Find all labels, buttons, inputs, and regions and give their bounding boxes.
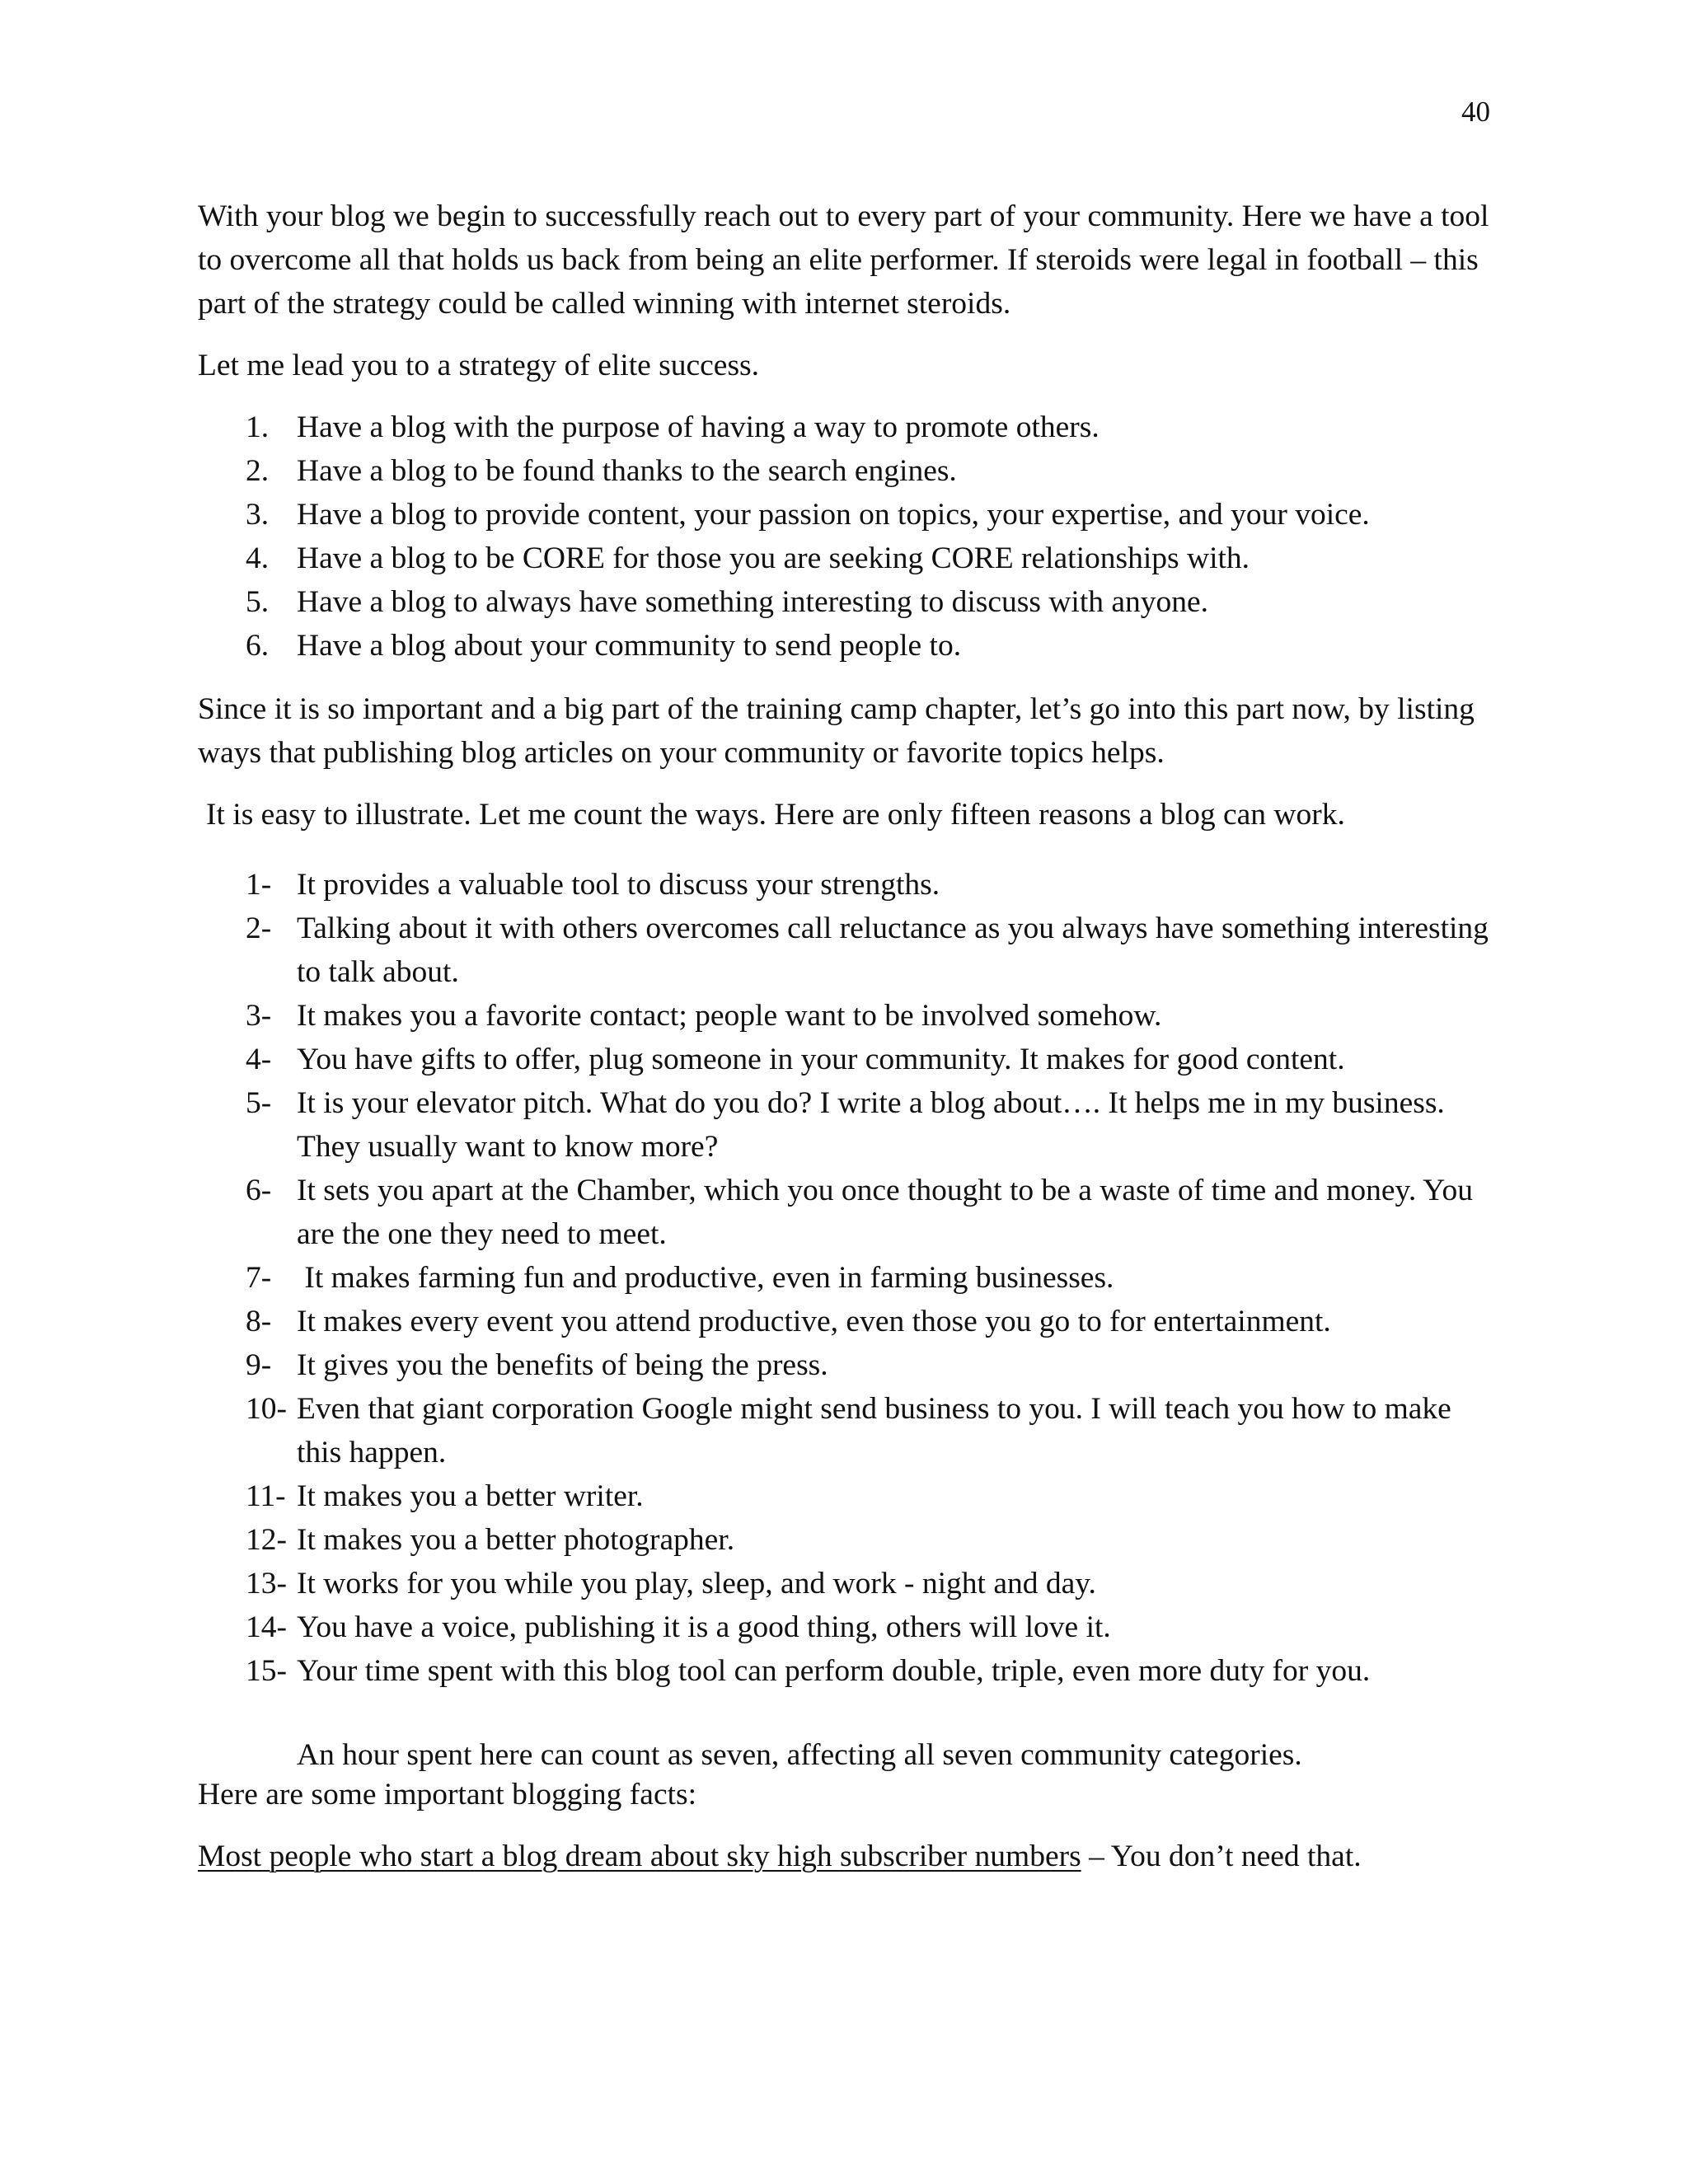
list-item: [198, 1474, 1500, 1518]
list-marker: 7-: [246, 1261, 272, 1295]
list-marker: 3-: [246, 999, 272, 1033]
list-marker: 13-: [246, 1567, 287, 1601]
list-item: [198, 624, 1500, 668]
list-item: [198, 405, 1500, 449]
list-item-text: It is your elevator pitch. What do you do? I write a blog about…. It helps me in my business. They usually want to know more?: [297, 1086, 1445, 1164]
list-marker: 10-: [246, 1392, 287, 1426]
list-marker: 5.: [246, 585, 270, 619]
list-item: [198, 907, 1500, 994]
easy-line: It is easy to illustrate. Let me count the ways. Here are only fifteen reasons a blog can work.: [206, 798, 1345, 832]
list-item: [198, 493, 1500, 537]
list-item: [198, 1081, 1500, 1169]
lead-line: Let me lead you to a strategy of elite success.: [198, 349, 760, 382]
list-item-text: Have a blog with the purpose of having a way to promote others.: [297, 410, 1100, 444]
since-paragraph: Since it is so important and a big part of the training camp chapter, let’s go into this part now, by listing ways that publishing blog articles on your community or favorite topics helps.: [198, 692, 1475, 770]
list-item-text: Talking about it with others overcomes call reluctance as you always have something interesting to talk about.: [297, 912, 1489, 989]
list-item: [198, 537, 1500, 580]
list-marker: 3.: [246, 498, 270, 532]
list-item-text: It makes farming fun and productive, even in farming businesses.: [297, 1261, 1114, 1295]
list-item: [198, 1300, 1500, 1343]
list-item-text: It makes you a better writer.: [297, 1479, 644, 1513]
closing-underlined-text: Most people who start a blog dream about sky high subscriber numbers: [198, 1840, 1081, 1873]
list-marker: 1.: [246, 410, 270, 444]
list-item-text: It makes every event you attend productive, even those you go to for entertainment.: [297, 1305, 1331, 1338]
list-marker: 6.: [246, 629, 270, 663]
list-marker: 9-: [246, 1348, 272, 1382]
list-marker: 12-: [246, 1523, 287, 1557]
list-item: [198, 580, 1500, 624]
list-item-text: You have a voice, publishing it is a good thing, others will love it.: [297, 1610, 1111, 1644]
list-item-text: It works for you while you play, sleep, and work - night and day.: [297, 1567, 1096, 1601]
list-item: [198, 1169, 1500, 1256]
hour-line: An hour spent here can count as seven, affecting all seven community categories.: [297, 1738, 1302, 1772]
list-marker: 1-: [246, 868, 272, 902]
list-marker: 8-: [246, 1305, 272, 1338]
list-item: [198, 1518, 1500, 1562]
list-item: [198, 863, 1500, 907]
list-marker: 4.: [246, 541, 270, 575]
list-item-text: It provides a valuable tool to discuss your strengths.: [297, 868, 940, 902]
list-item-text: It makes you a favorite contact; people want to be involved somehow.: [297, 999, 1162, 1033]
list-item: [198, 994, 1500, 1038]
facts-line: Here are some important blogging facts:: [198, 1778, 697, 1811]
strategy-list: [198, 405, 1500, 668]
list-item-text: It makes you a better photographer.: [297, 1523, 735, 1557]
list-item: [198, 1649, 1500, 1693]
list-marker: 11-: [246, 1479, 286, 1513]
list-item: [198, 1605, 1500, 1649]
list-item: [198, 1562, 1500, 1605]
list-item-text: It sets you apart at the Chamber, which you once thought to be a waste of time and money. You are the one they need to meet.: [297, 1174, 1474, 1251]
list-item-text: Have a blog about your community to send people to.: [297, 629, 962, 663]
list-marker: 15-: [246, 1654, 287, 1688]
list-marker: 14-: [246, 1610, 287, 1644]
list-item-text: Even that giant corporation Google might send business to you. I will teach you how to make this happen.: [297, 1392, 1451, 1469]
page-number: 40: [1461, 96, 1490, 128]
list-item: [198, 1387, 1500, 1474]
list-item-text: It gives you the benefits of being the press.: [297, 1348, 828, 1382]
list-item: [198, 449, 1500, 493]
page-content: [198, 194, 1500, 1896]
list-marker: 4-: [246, 1043, 272, 1076]
list-item-text: Have a blog to provide content, your passion on topics, your expertise, and your voice.: [297, 498, 1370, 532]
closing-rest-text: – You don’t need that.: [1081, 1840, 1362, 1873]
list-item-text: Have a blog to be found thanks to the search engines.: [297, 454, 957, 488]
intro-paragraph: With your blog we begin to successfully reach out to every part of your community. Here we have a tool to overcome all that holds us back from being an elite performer. If steroids were legal in football – this part of the strategy could be called winning with internet steroids.: [198, 199, 1489, 321]
list-item-text: Your time spent with this blog tool can perform double, triple, even more duty for you.: [297, 1654, 1371, 1688]
list-marker: 6-: [246, 1174, 272, 1207]
list-marker: 2.: [246, 454, 270, 488]
list-item-text: Have a blog to always have something interesting to discuss with anyone.: [297, 585, 1209, 619]
list-marker: 5-: [246, 1086, 272, 1120]
list-item-text: Have a blog to be CORE for those you are seeking CORE relationships with.: [297, 541, 1250, 575]
list-item: [198, 1343, 1500, 1387]
reasons-list: [198, 863, 1500, 1693]
closing-line: [198, 1835, 1500, 1878]
list-marker: 2-: [246, 912, 272, 945]
list-item-text: You have gifts to offer, plug someone in your community. It makes for good content.: [297, 1043, 1345, 1076]
list-item: [198, 1256, 1500, 1300]
list-item: [198, 1038, 1500, 1081]
